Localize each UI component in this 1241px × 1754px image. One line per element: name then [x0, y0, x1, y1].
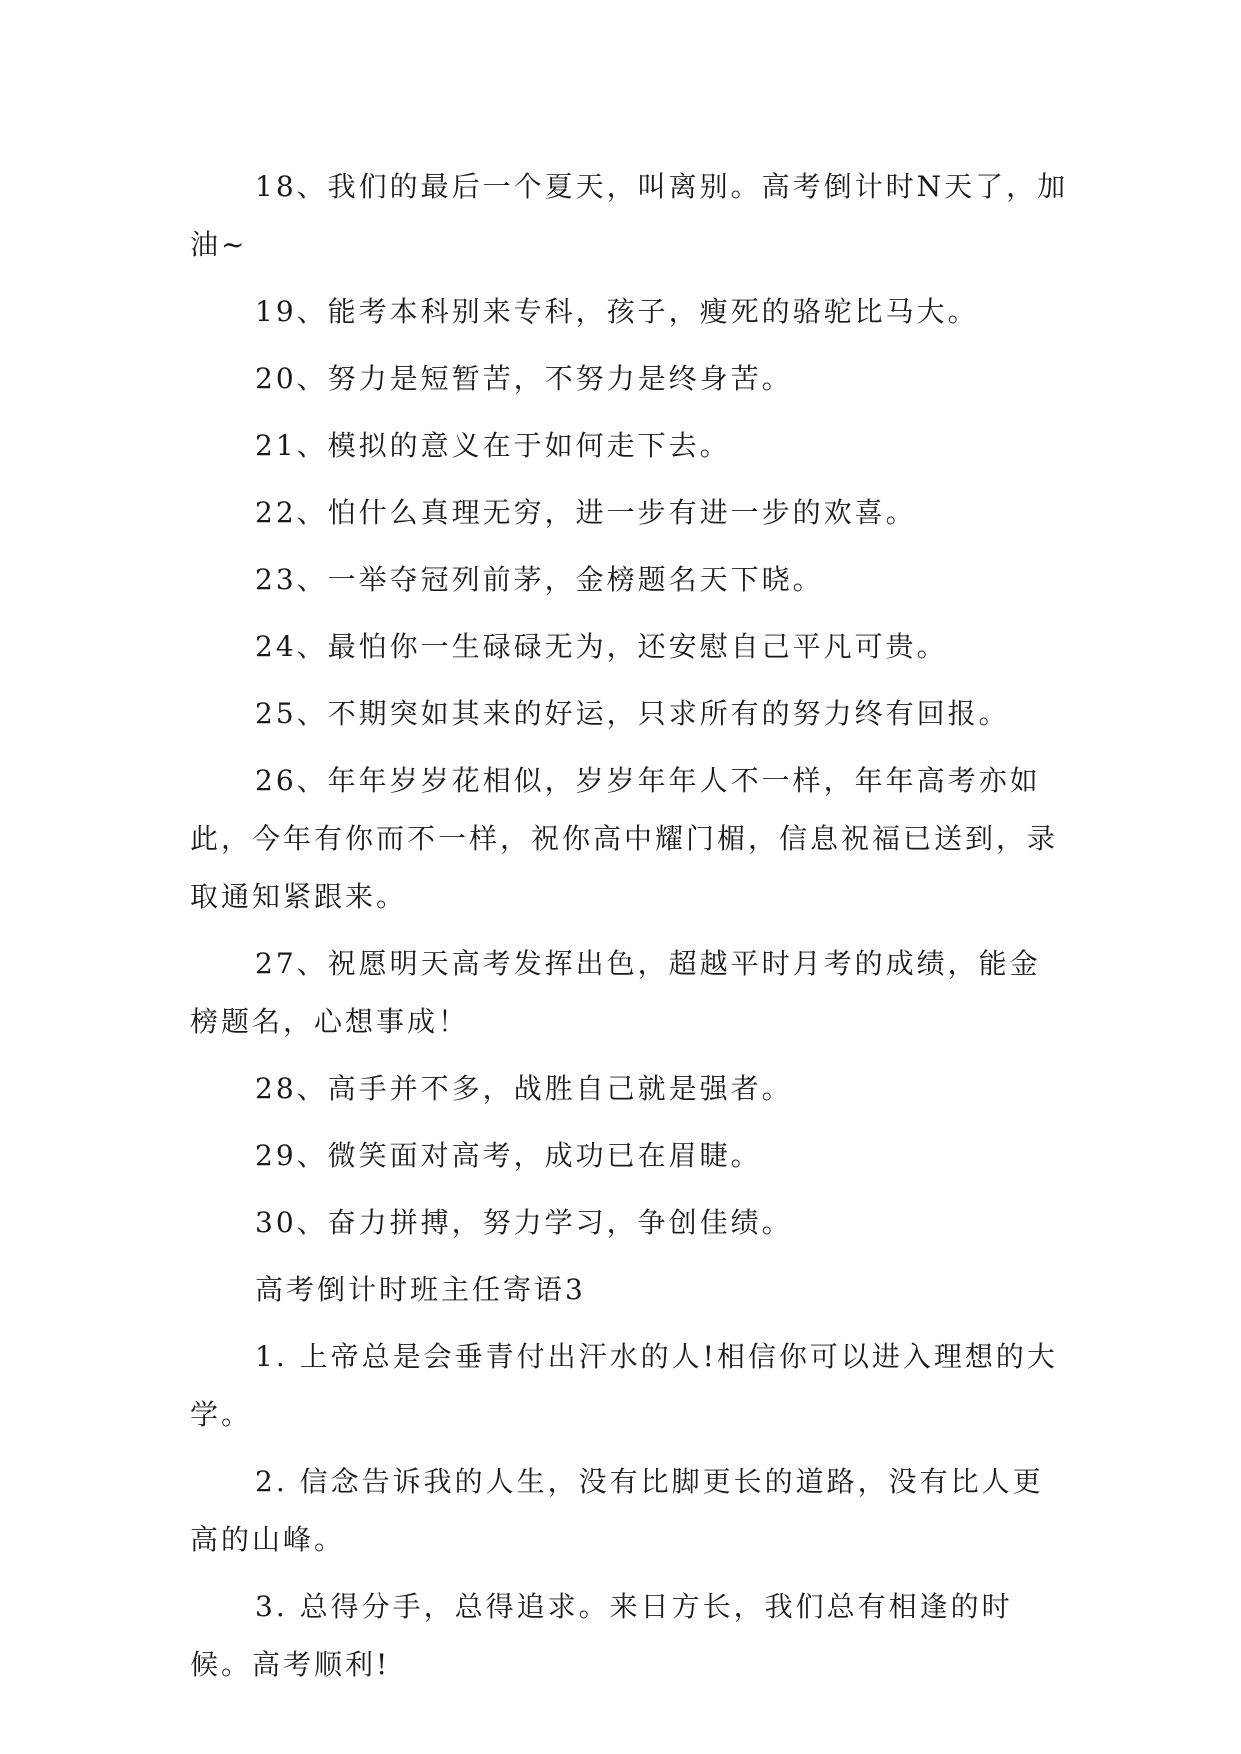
paragraph-21: 21、模拟的意义在于如何走下去。 — [255, 429, 731, 462]
paragraph-item-3: 3. 总得分手，总得追求。来日方长，我们总有相逢的时候。高考顺利! — [190, 1590, 1013, 1681]
paragraph-23: 23、一举夺冠列前茅，金榜题名天下晓。 — [255, 563, 824, 596]
paragraph-28: 28、高手并不多，战胜自己就是强者。 — [255, 1072, 793, 1105]
paragraph-24: 24、最怕你一生碌碌无为，还安慰自己平凡可贵。 — [255, 630, 948, 663]
paragraph-30: 30、奋力拼搏，努力学习，争创佳绩。 — [255, 1206, 793, 1239]
paragraph-27: 27、祝愿明天高考发挥出色，超越平时月考的成绩，能金榜题名，心想事成！ — [190, 947, 1041, 1038]
paragraph-item-2: 2. 信念告诉我的人生，没有比脚更长的道路，没有比人更高的山峰。 — [190, 1465, 1044, 1556]
paragraph-22: 22、怕什么真理无穷，进一步有进一步的欢喜。 — [255, 496, 917, 529]
paragraph-18: 18、我们的最后一个夏天，叫离别。高考倒计时N天了，加油~ — [190, 170, 1069, 261]
paragraph-25: 25、不期突如其来的好运，只求所有的努力终有回报。 — [255, 697, 1010, 730]
paragraph-item-1: 1. 上帝总是会垂青付出汗水的人!相信你可以进入理想的大学。 — [190, 1340, 1058, 1431]
paragraph-20: 20、努力是短暂苦，不努力是终身苦。 — [255, 362, 793, 395]
paragraph-19: 19、能考本科别来专科，孩子，瘦死的骆驼比马大。 — [255, 295, 979, 328]
document-body — [190, 158, 1070, 1703]
paragraph-26: 26、年年岁岁花相似，岁岁年年人不一样，年年高考亦如此，今年有你而不一样，祝你高中耀门楣，信息祝福已送到，录取通知紧跟来。 — [190, 764, 1059, 913]
paragraph-29: 29、微笑面对高考，成功已在眉睫。 — [255, 1139, 762, 1172]
section-heading: 高考倒计时班主任寄语3 — [255, 1273, 586, 1306]
